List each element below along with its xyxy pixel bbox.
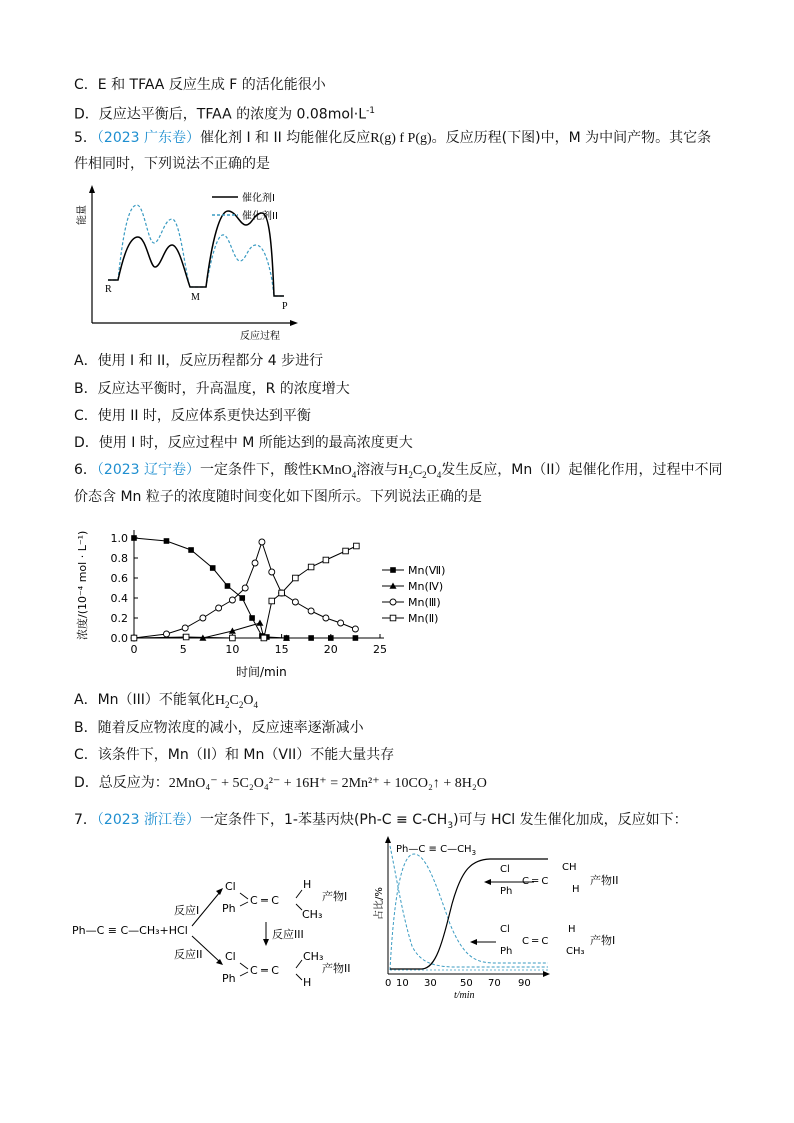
q6-stem	[74, 460, 723, 485]
fig7-p1-bond-h	[296, 890, 302, 898]
fig6-legend-label-3: Mn(Ⅱ)	[408, 612, 439, 625]
q5-equation: R(g) f P(g)	[370, 131, 432, 146]
q7-number: 7．	[74, 812, 97, 828]
fig6-point-2-7	[252, 560, 258, 566]
q6-kmno4-text: KMnO	[312, 463, 352, 478]
fig5-legend-cat1: 催化剂I	[242, 193, 275, 204]
fig7-p2-bond-ph	[240, 972, 248, 976]
q5-option-d: D．使用 I 时，反应过程中 M 所能达到的最高浓度更大	[74, 435, 413, 451]
fig7-p2-h: H	[303, 976, 312, 989]
fig6-point-2-14	[338, 620, 344, 626]
fig7-p1-bond-cl	[240, 893, 248, 899]
fig5-y-arrow	[89, 185, 95, 193]
fig7-arrowhead-1	[216, 888, 223, 895]
fig7-p1-bond-ph	[240, 902, 248, 906]
fig7c-p2-h: H	[572, 884, 580, 895]
q6-option-a-formula: $H_2C_2O_4$	[214, 693, 259, 710]
fig7c-product2-label: 产物II	[590, 874, 619, 887]
fig7c-top-label-text: Ph—C ≡ C—CH	[396, 844, 472, 855]
fig6-point-0-10	[308, 635, 314, 641]
fig6-point-0-3	[210, 565, 216, 571]
fig6-ytick-label-0: 0.0	[110, 632, 128, 645]
fig6-point-0-0	[131, 535, 137, 541]
fig6-xtick-label-0: 0	[130, 643, 138, 656]
fig7-p1-cl: Cl	[225, 880, 236, 893]
fig6-point-2-11	[292, 599, 298, 605]
fig7c-xtick-30: 30	[424, 978, 437, 989]
q4-option-d	[74, 101, 375, 125]
fig6-point-3-3	[261, 635, 267, 641]
q7-stem: 7．（2023 浙江卷）一定条件下，1-苯基丙炔$(Ph-C \equiv C-CH_3)$可与 HCl 发生催化加成，反应如下：	[74, 812, 688, 831]
q7-stem-b: )可与 HCl 发生催化加成，反应如下：	[453, 812, 688, 828]
fig7-product1-label: 产物I	[322, 890, 348, 903]
q5-stem	[74, 128, 711, 149]
q6-option-b: B．随着反应物浓度的减小，反应速率逐渐减小	[74, 720, 364, 736]
fig6-series-line-1	[203, 623, 287, 638]
fig7c-y-arrow	[385, 836, 391, 843]
fig5-label-m: M	[191, 292, 200, 303]
fig6-point-0-1	[164, 538, 170, 544]
fig7-reaction1: 反应I	[174, 904, 200, 917]
fig6-point-2-9	[269, 569, 275, 575]
fig6-point-0-12	[353, 635, 359, 641]
fig7c-arrowhead-p1	[470, 939, 477, 945]
fig7c-p1-cc: C ═ C	[522, 936, 549, 947]
fig7-product2-label: 产物II	[322, 962, 351, 975]
fig7c-y-label: 占比/%	[374, 887, 385, 920]
fig7-p1-ch3: CH₃	[302, 908, 323, 921]
fig5-curve-catalyst1	[108, 211, 284, 296]
fig6-point-0-4	[225, 583, 231, 589]
fig7-p2-cl: Cl	[225, 950, 236, 963]
fig6-ytick-label-2: 0.4	[110, 592, 128, 605]
q6-source: （2023 辽宁卷）	[96, 462, 201, 478]
fig6-point-2-12	[308, 608, 314, 614]
fig6-xtick-label-5: 25	[373, 643, 387, 656]
fig7c-xtick-0: 0	[385, 978, 392, 989]
fig7-reaction3: 反应III	[272, 928, 304, 941]
q6-option-a-formula-text: H	[214, 693, 226, 708]
fig7-p2-ph: Ph	[222, 972, 236, 985]
fig6-legend-label-2: Mn(Ⅲ)	[408, 596, 441, 609]
fig6-point-2-6	[242, 585, 248, 591]
fig6-xtick-label-1: 5	[179, 643, 187, 656]
fig6-point-2-1	[163, 631, 169, 637]
q6-stem-a: 一定条件下，酸性	[200, 462, 313, 478]
fig6-concentration-chart	[74, 522, 464, 684]
fig6-point-0-11	[328, 635, 334, 641]
q6-total-equation: 2MnO₄⁻ + 5C₂O₄²⁻ + 16H⁺ = 2Mn²⁺ + 10CO₂↑ + 8H₂O	[168, 776, 487, 791]
fig7c-curve-reactant	[390, 846, 548, 967]
fig5-x-arrow	[290, 320, 298, 326]
fig5-y-label: 能量	[77, 205, 88, 225]
fig6-y-label: 浓度/(10⁻⁴ mol · L⁻¹)	[76, 530, 89, 640]
q6-option-a-text: A．Mn（III）不能氧化	[74, 692, 215, 708]
q6-number: 6．	[74, 462, 97, 478]
fig7-p1-h: H	[303, 878, 312, 891]
fig7c-p2-cl: Cl	[500, 864, 510, 875]
q5-stem-line2: 件相同时，下列说法不正确的是	[74, 156, 270, 172]
fig6-legend-marker-2	[390, 599, 396, 605]
fig7c-xtick-10: 10	[396, 978, 409, 989]
fig6-point-2-3	[200, 615, 206, 621]
fig6-x-label: 时间/min	[236, 665, 287, 679]
fig6-legend-marker-3	[390, 615, 396, 621]
fig7c-x-arrow	[543, 971, 550, 977]
fig7-fraction-chart	[372, 834, 672, 1002]
fig6-legend-marker-0	[390, 567, 396, 573]
q6-h2c2o4-text: H	[398, 463, 409, 478]
fig7c-xtick-90: 90	[518, 978, 531, 989]
fig6-point-2-8	[259, 539, 265, 545]
fig7c-p1-ph: Ph	[500, 946, 513, 957]
fig5-x-label: 反应过程	[240, 331, 280, 342]
fig6-point-3-4	[269, 598, 275, 604]
fig6-point-3-8	[323, 557, 329, 563]
q5-option-b: B．反应达平衡时，升高温度，R 的浓度增大	[74, 381, 350, 397]
q6-stem-line2: 价态含 Mn 粒子的浓度随时间变化如下图所示。下列说法正确的是	[74, 489, 482, 505]
fig7-p2-ch3: CH₃	[303, 950, 324, 963]
q4-option-c: C．E 和 TFAA 反应生成 F 的活化能很小	[74, 77, 326, 93]
fig6-point-3-1	[183, 634, 189, 640]
fig7-p2-bond-ch3	[296, 960, 302, 968]
fig7-arrowhead-3	[263, 939, 269, 946]
fig7-p1-cc: C ═ C	[250, 894, 279, 907]
fig5-label-p: P	[282, 301, 288, 312]
fig7c-curve-product1	[390, 854, 548, 970]
fig6-point-2-4	[216, 605, 222, 611]
q6-h2c2o4: $H_2C_2O_4$	[398, 463, 442, 480]
fig7c-top-label	[396, 844, 476, 857]
q5-stem-a: 催化剂 I 和 II 均能催化反应	[200, 130, 371, 146]
fig6-point-2-2	[182, 625, 188, 631]
fig6-ytick-label-1: 0.2	[110, 612, 128, 625]
fig7c-top-label-sub: 3	[471, 849, 477, 857]
fig7-p2-bond-cl	[240, 963, 248, 969]
fig6-xtick-label-3: 15	[274, 643, 289, 656]
fig6-point-3-2	[230, 635, 236, 641]
q5-source: （2023 广东卷）	[96, 130, 201, 146]
q4-option-d-sup: -1	[366, 106, 376, 116]
fig7c-xtick-50: 50	[460, 978, 473, 989]
fig6-legend-label-1: Mn(Ⅳ)	[408, 580, 444, 593]
fig7-reaction2: 反应II	[174, 948, 203, 961]
fig6-ytick-label-5: 1.0	[110, 532, 128, 545]
fig6-ytick-label-3: 0.6	[110, 572, 128, 585]
fig7-reaction-scheme	[70, 860, 380, 990]
fig5-energy-diagram	[77, 183, 310, 343]
fig7c-p2-cc: C ═ C	[522, 876, 549, 887]
q4-option-d-text: D．反应达平衡后，TFAA 的浓度为 0.08mol·L	[74, 106, 367, 123]
fig6-legend-label-0: Mn(Ⅶ)	[408, 564, 446, 577]
q6-option-d-text: D．总反应为：	[74, 775, 169, 791]
fig7c-product1-label: 产物I	[590, 934, 616, 947]
fig6-point-1-2	[256, 620, 263, 626]
fig6-ytick-label-4: 0.8	[110, 552, 128, 565]
fig7c-p1-ch3: CH₃	[566, 946, 585, 957]
q6-stem-c: 发生反应，Mn（II）起催化作用，过程中不同	[441, 462, 723, 478]
fig6-xtick-label-2: 10	[225, 643, 240, 656]
fig7c-xtick-70: 70	[488, 978, 501, 989]
fig6-point-3-0	[131, 635, 137, 641]
q6-option-a	[74, 690, 258, 715]
q6-option-d	[74, 773, 487, 794]
q7-stem-a: 一定条件下，1-苯基丙炔(Ph-C ≡ C-CH	[200, 812, 448, 828]
fig5-legend-cat2: 催化剂II	[242, 211, 278, 222]
q5-option-c: C．使用 II 时，反应体系更快达到平衡	[74, 408, 311, 424]
fig7-p2-cc: C ═ C	[250, 964, 279, 977]
fig6-xtick-label-4: 20	[323, 643, 338, 656]
fig6-point-2-13	[323, 615, 329, 621]
q6-option-c: C．该条件下，Mn（II）和 Mn（VII）不能大量共存	[74, 747, 395, 763]
q6-stem-b: 溶液与	[356, 462, 399, 478]
fig7c-arrowhead-p2	[484, 879, 491, 885]
fig5-label-r: R	[105, 284, 112, 295]
fig7-p2-bond-h	[296, 974, 302, 980]
fig6-point-3-6	[293, 575, 299, 581]
q6-kmno4: KMnO$_4$	[312, 463, 357, 480]
fig6-point-3-7	[308, 564, 314, 570]
fig6-point-0-2	[188, 547, 194, 553]
fig6-point-2-5	[229, 597, 235, 603]
fig6-point-2-15	[352, 626, 358, 632]
fig7c-x-label: t/min	[454, 990, 475, 1001]
fig7-p1-ph: Ph	[222, 902, 236, 915]
fig6-point-3-5	[279, 590, 285, 596]
q7-source: （2023 浙江卷）	[96, 812, 201, 828]
q5-stem-b: 。反应历程(下图)中，M 为中间产物。其它条	[431, 130, 712, 146]
fig6-point-0-6	[249, 615, 255, 621]
fig7c-p2-ph: Ph	[500, 886, 513, 897]
fig7c-p1-h: H	[568, 924, 576, 935]
fig6-point-0-5	[239, 595, 245, 601]
fig6-point-3-10	[354, 543, 360, 549]
fig7c-p2-ch: CH	[562, 862, 577, 873]
fig7c-p1-cl: Cl	[500, 924, 510, 935]
fig7-reactant: Ph—C ≡ C—CH₃+HCl	[72, 924, 188, 937]
q5-number: 5．	[74, 130, 97, 146]
q5-option-a: A．使用 I 和 II，反应历程都分 4 步进行	[74, 353, 324, 369]
fig6-point-3-9	[343, 548, 349, 554]
